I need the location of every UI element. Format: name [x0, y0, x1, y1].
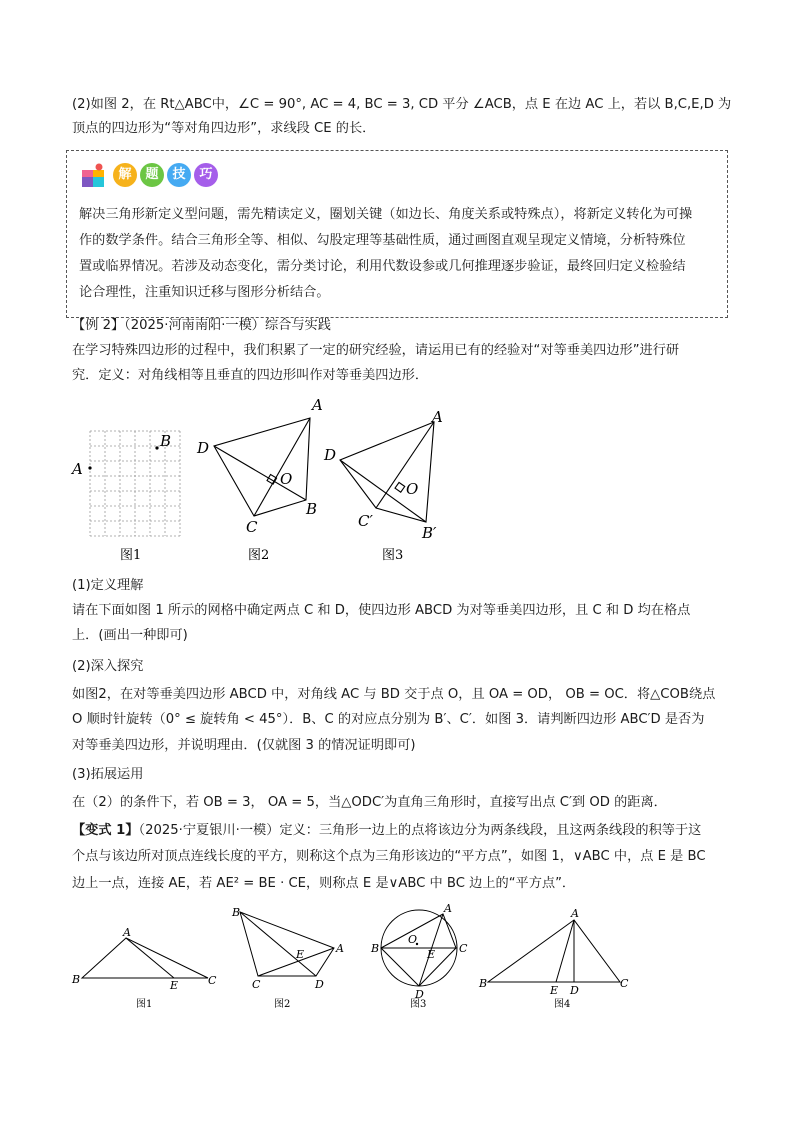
point-label: D	[324, 446, 337, 464]
variant1-label: 【变式 1】	[72, 823, 139, 838]
point-label: B′	[422, 524, 437, 542]
point-label: C	[208, 974, 217, 987]
tip-box	[66, 150, 728, 318]
tip-line: 置或临界情况。若涉及动态变化，需分类讨论，利用代数设参或几何推理逐步验证，最终回归定义检验结	[79, 259, 686, 274]
point-label: C	[252, 978, 261, 991]
point-label: A	[312, 396, 323, 414]
tip-title-char: 巧	[194, 163, 218, 187]
figure-caption: 图1	[136, 999, 153, 1010]
example2-intro: 究．定义：对角线相等且垂直的四边形叫作对等垂美四边形．	[72, 368, 429, 383]
point-label: C	[620, 977, 629, 990]
q1-text: 请在下面如图 1 所示的网格中确定两点 C 和 D，使四边形 ABCD 为对等垂美四边形，且 C 和 D 均在格点	[72, 603, 691, 618]
q1-title: (1)定义理解	[72, 578, 144, 593]
point-label: B	[72, 973, 81, 986]
problem2-line2: 顶点的四边形为“等对角四边形”，求线段 CE 的长．	[72, 121, 376, 136]
point-label: O	[280, 470, 293, 488]
variant1-line	[72, 821, 732, 841]
tip-title-char: 题	[140, 163, 164, 187]
point-label: B	[479, 977, 488, 990]
variant1-figures	[68, 900, 658, 1018]
point-label: A	[571, 907, 579, 920]
point-label: A	[123, 926, 131, 939]
figure-caption: 图4	[554, 999, 571, 1010]
q2-text: O 顺时针旋转（0° ≤ 旋转角 < 45°）．B、C 的对应点分别为 B′、C′．如图 3．请判断四边形 ABC′D 是否为	[72, 712, 705, 727]
tip-line: 论合理性，注重知识迁移与图形分析结合。	[79, 285, 330, 300]
q3-title: (3)拓展运用	[72, 767, 144, 782]
triangle-figure-1	[82, 938, 208, 978]
point-label: C	[246, 518, 258, 536]
point-label: D	[315, 978, 324, 991]
point-label: B	[371, 942, 380, 955]
point-label: A	[432, 408, 443, 426]
q2-text: 如图2，在对等垂美四边形 ABCD 中，对角线 AC 与 BD 交于点 O，且 OA = OD， OB = OC．将△COB绕点	[72, 687, 716, 702]
grid-figure-1	[70, 431, 180, 563]
point-label: C	[459, 942, 468, 955]
point-label: D	[570, 984, 579, 997]
point-label: E	[170, 979, 179, 992]
puzzle-icon	[81, 162, 107, 188]
variant1-line: 边上一点，连接 AE，若 AE² = BE · CE，则称点 E 是∨ABC 中 BC 边上的“平方点”．	[72, 876, 576, 891]
point-label: B	[232, 906, 241, 919]
example2-header: 【例 2】（2025·河南南阳·一模）综合与实践	[72, 318, 331, 333]
q1-text: 上．(画出一种即可)	[72, 628, 188, 643]
point-label: B	[160, 432, 172, 450]
example2-intro: 在学习特殊四边形的过程中，我们积累了一定的研究经验，请运用已有的经验对“对等垂美四边形”进行研	[72, 343, 680, 358]
point-label: B	[306, 500, 318, 518]
q2-title: (2)深入探究	[72, 659, 144, 674]
point-label: E	[296, 948, 305, 961]
point-label: E	[550, 984, 559, 997]
figure-caption: 图3	[410, 999, 427, 1010]
q3-text: 在（2）的条件下，若 OB = 3， OA = 5，当△ODC′为直角三角形时，直接写出点 C′到 OD 的距离．	[72, 795, 667, 810]
variant1-text: （2025·宁夏银川·一模）定义：三角形一边上的点将该边分为两条线段，且这两条线段的积等于这	[138, 823, 702, 838]
q2-text: 对等垂美四边形，并说明理由．(仅就图 3 的情况证明即可)	[72, 738, 416, 753]
example2-figures	[70, 396, 490, 568]
point-label: O	[408, 933, 418, 946]
point-label: A	[72, 460, 83, 478]
figure-caption: 图2	[274, 999, 291, 1010]
tip-title-char: 技	[167, 163, 191, 187]
point-label: A	[336, 942, 344, 955]
figure-caption: 图2	[248, 548, 270, 563]
circle-figure-3	[381, 910, 457, 986]
point-label: E	[427, 948, 436, 961]
figure-caption: 图1	[120, 548, 142, 563]
tip-title	[81, 161, 221, 189]
point-label: D	[415, 988, 424, 1001]
quadrilateral-figure-3	[340, 422, 434, 522]
triangle-figure-4	[488, 920, 620, 982]
quadrilateral-figure-2	[214, 418, 310, 516]
point-label: D	[197, 439, 210, 457]
tip-line: 解决三角形新定义型问题，需先精读定义，圈划关键（如边长、角度关系或特殊点），将新定义转化为可操	[79, 207, 693, 222]
triangle-figure-2	[240, 912, 334, 976]
variant1-line: 个点与该边所对顶点连线长度的平方，则称这个点为三角形该边的“平方点”，如图 1，∨ABC 中，点 E 是 BC	[72, 849, 706, 864]
point-label: O	[406, 480, 419, 498]
problem2-line1: (2)如图 2，在 Rt△ABC中，∠C = 90°, AC = 4, BC = 3, CD 平分 ∠ACB，点 E 在边 AC 上，若以 B,C,E,D 为	[72, 97, 732, 112]
figure-caption: 图3	[382, 548, 404, 563]
point-label: A	[444, 902, 452, 915]
point-label: C′	[358, 512, 373, 530]
tip-title-char: 解	[113, 163, 137, 187]
tip-line: 作的数学条件。结合三角形全等、相似、勾股定理等基础性质，通过画图直观呈现定义情境，分析特殊位	[79, 233, 686, 248]
